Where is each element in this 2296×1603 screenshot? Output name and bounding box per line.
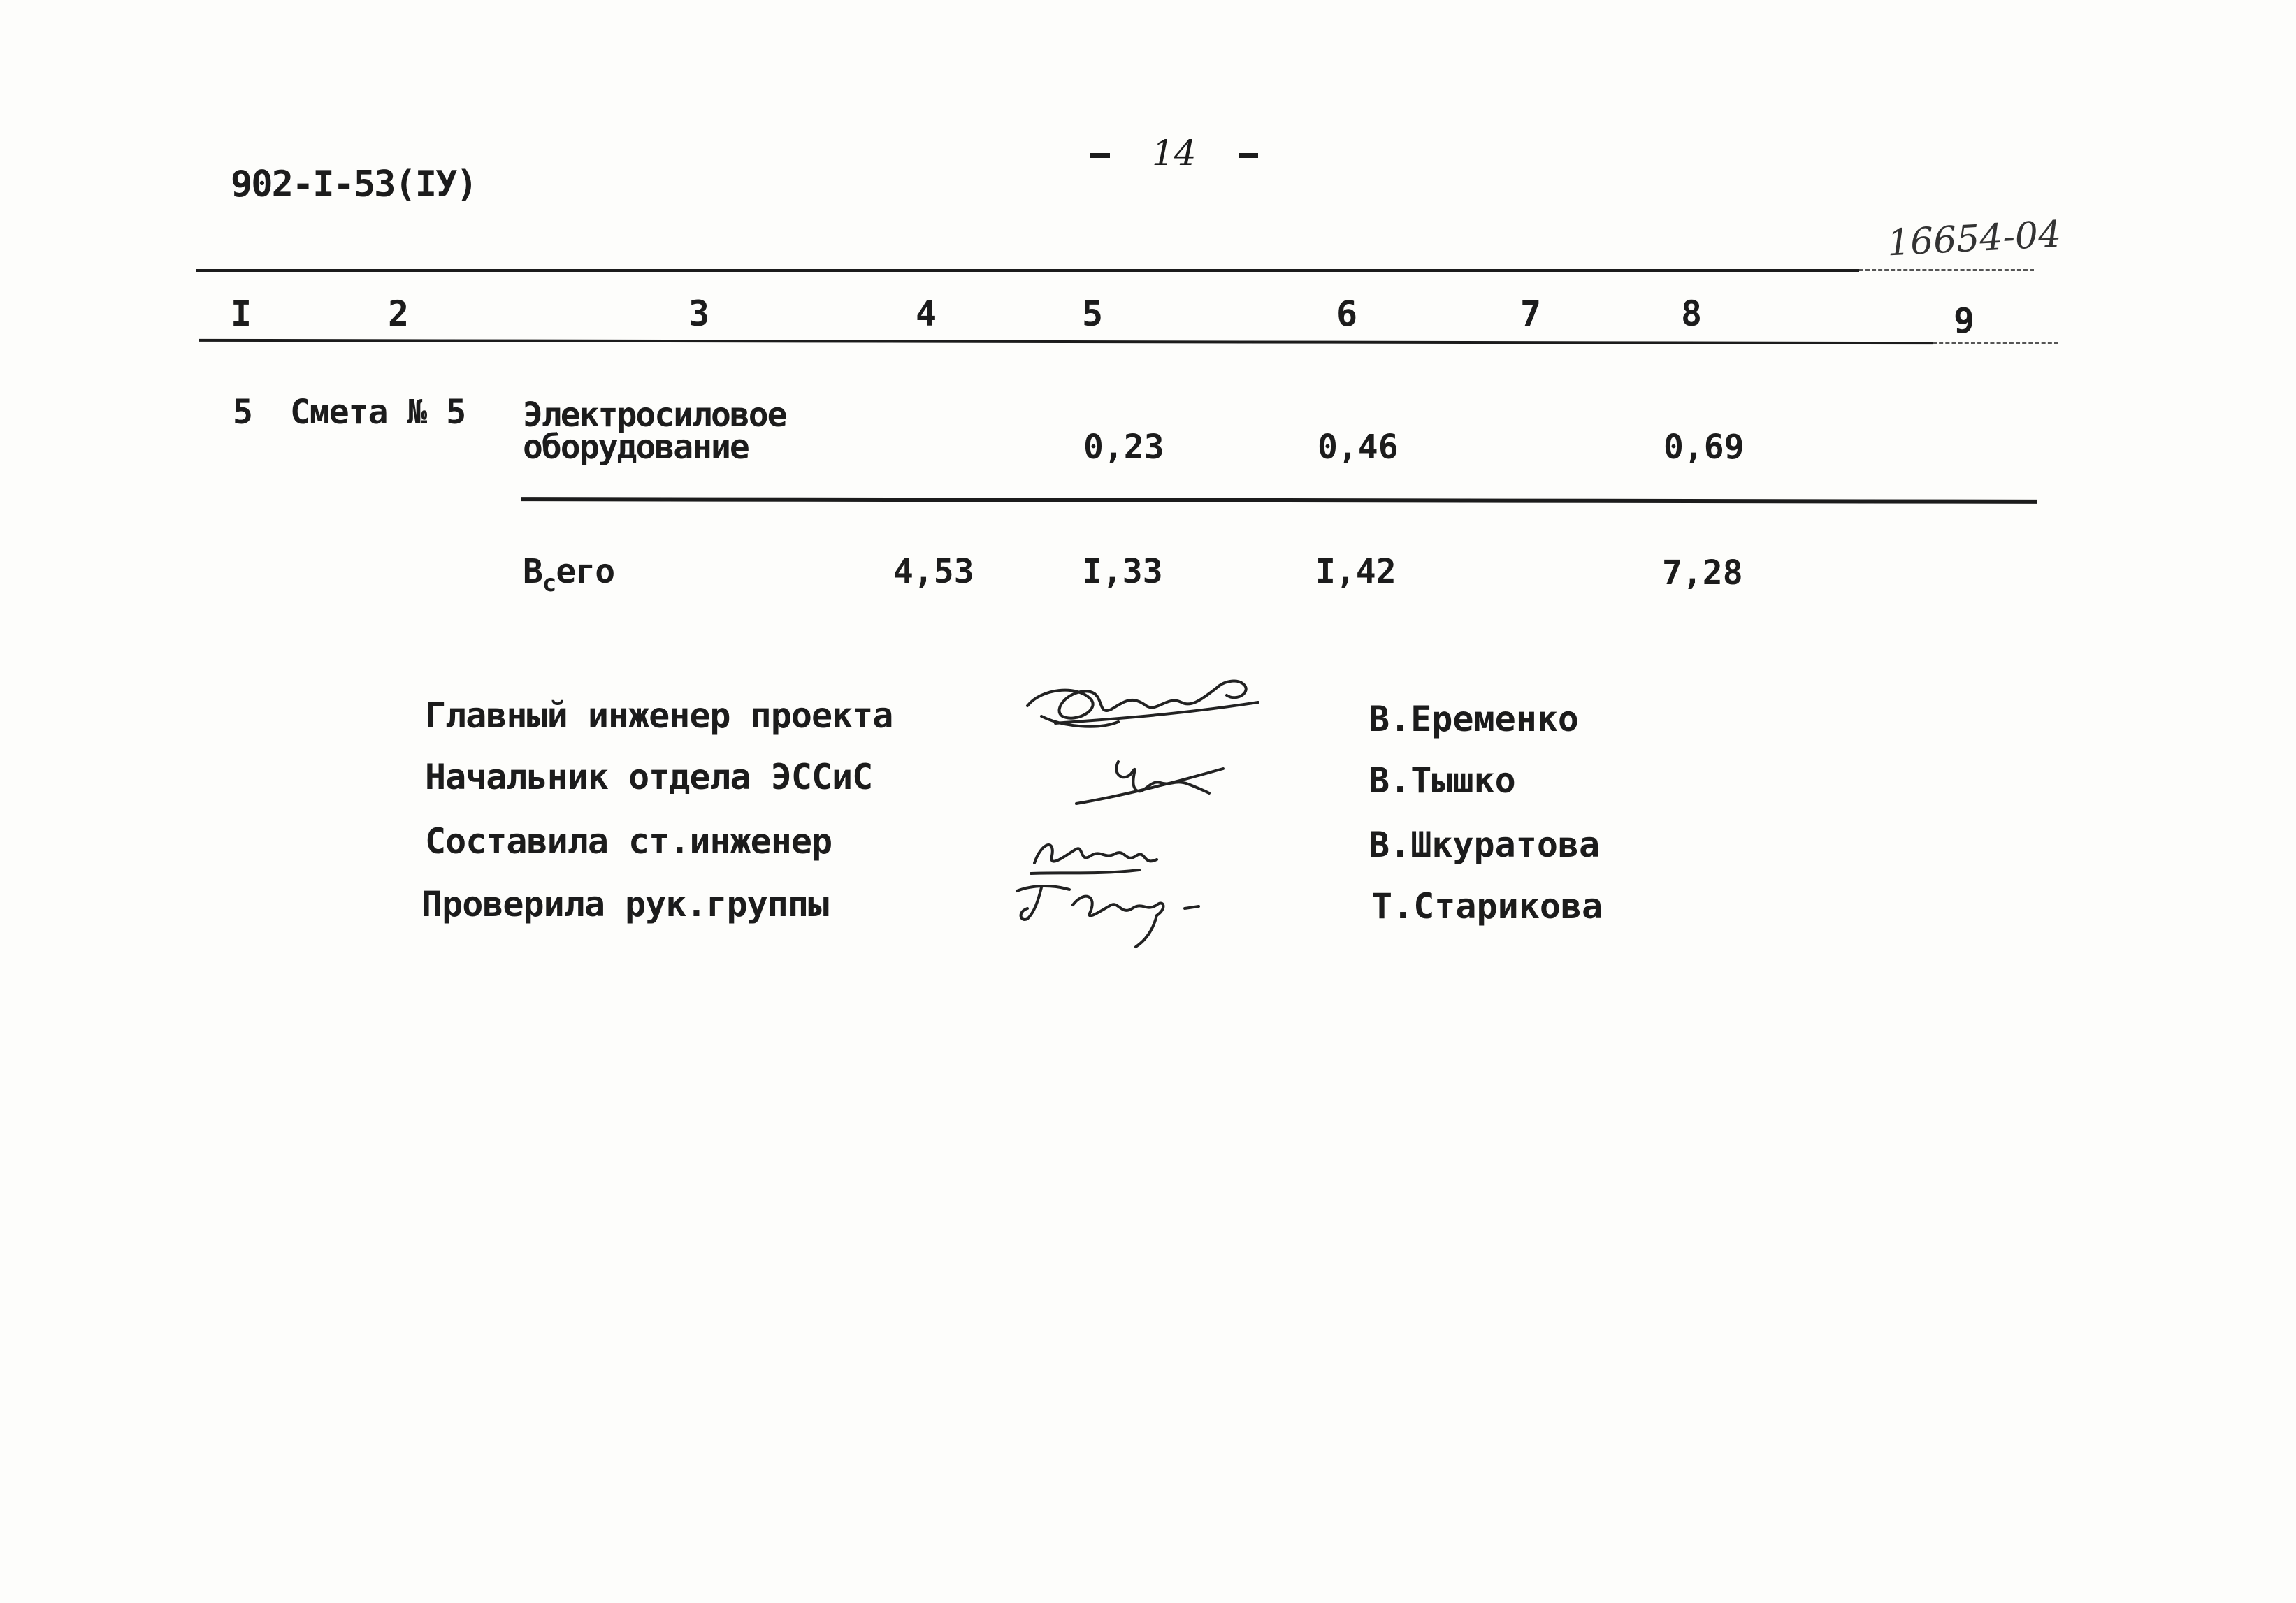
row-number: 5 — [233, 393, 253, 432]
row-basis: Смета № 5 — [290, 393, 466, 432]
col-header-9: 9 — [1954, 300, 1975, 341]
signature-role-3: Составила ст.инженер — [425, 821, 832, 862]
table-top-rule — [196, 269, 1859, 272]
col-header-1: I — [231, 293, 252, 334]
row-col8: 0,69 — [1663, 428, 1745, 467]
total-label-sub: с — [542, 570, 556, 597]
header-bottom-rule-tail — [1933, 342, 2058, 344]
col-header-6: 6 — [1336, 293, 1358, 334]
total-label-main: В — [523, 552, 542, 591]
signature-name-2: В.Тышко — [1369, 760, 1516, 801]
total-label-rest: его — [556, 552, 615, 591]
page-number — [1090, 133, 1258, 173]
dash-right — [1239, 153, 1258, 158]
dash-left — [1090, 153, 1110, 158]
col-header-7: 7 — [1520, 293, 1542, 334]
row-name-line2: оборудование — [523, 428, 749, 467]
col-header-2: 2 — [388, 293, 410, 334]
row-name-line1: Электросиловое — [523, 396, 786, 435]
handwritten-signature-4 — [1006, 870, 1237, 954]
page-number-value: 14 — [1152, 133, 1197, 173]
total-col6: I,42 — [1315, 552, 1396, 591]
handwritten-signature-1 — [1013, 667, 1279, 744]
document-code: 902-I-53(IУ) — [231, 164, 477, 205]
subtotal-rule — [521, 497, 2037, 504]
signature-name-3: В.Шкуратова — [1369, 825, 1601, 865]
row-col6: 0,46 — [1317, 428, 1399, 467]
row-col5: 0,23 — [1083, 428, 1164, 467]
signature-role-2: Начальник отдела ЭССиС — [425, 757, 873, 797]
col-header-8: 8 — [1681, 293, 1703, 334]
handwritten-signature-2 — [1062, 741, 1244, 818]
signature-role-1: Главный инженер проекта — [425, 695, 893, 736]
total-col8: 7,28 — [1662, 553, 1743, 593]
signature-name-4: Т.Старикова — [1371, 886, 1603, 927]
table-top-rule-tail — [1859, 269, 2034, 271]
signature-role-4: Проверила рук.группы — [421, 884, 829, 924]
col-header-5: 5 — [1082, 293, 1104, 334]
total-label — [523, 552, 614, 597]
col-header-4: 4 — [916, 293, 937, 334]
total-col5: I,33 — [1082, 552, 1163, 591]
header-bottom-rule — [199, 339, 1933, 344]
inventory-number: 16654-04 — [1886, 213, 2063, 265]
col-header-3: 3 — [688, 293, 710, 334]
signature-name-1: В.Еременко — [1369, 699, 1580, 739]
total-col4: 4,53 — [893, 552, 974, 591]
